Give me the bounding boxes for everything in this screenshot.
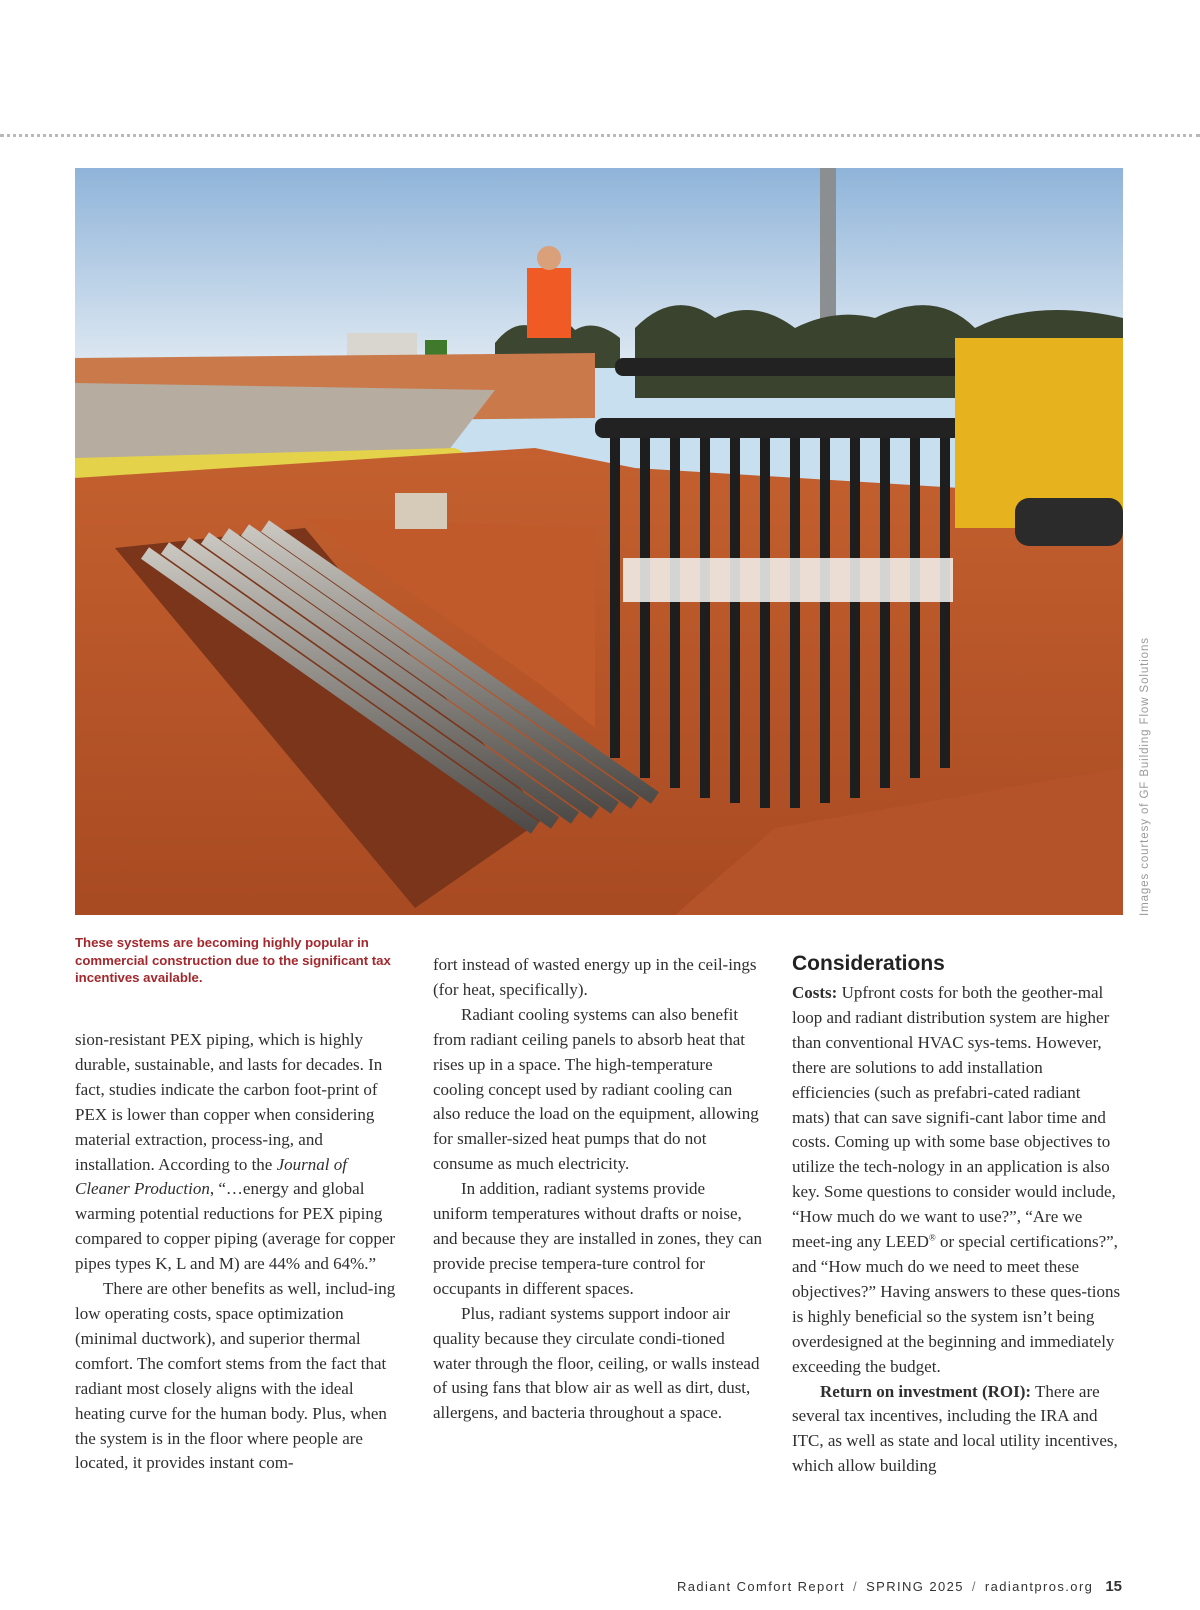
column-3 — [792, 951, 1122, 1479]
page-footer: Radiant Comfort Report / SPRING 2025 / radiantpros.org 15 — [676, 1578, 1122, 1595]
registered-mark: ® — [928, 1232, 936, 1243]
column-2-paragraph-4: Plus, radiant systems support indoor air quality because they circulate condi-tioned water through the floor, ceiling, or walls instead of using fans that blow air as well as dirt, dust, allergens, and bacteria throughout a space. — [433, 1303, 760, 1423]
page-number: 15 — [1105, 1578, 1122, 1595]
photo-caption: These systems are becoming highly popular in commercial construction due to the significant tax incentives available. — [75, 935, 391, 985]
construction-photo-illustration — [75, 168, 1123, 915]
footer-season: SPRING 2025 — [866, 1579, 964, 1594]
considerations-heading: Considerations — [792, 952, 945, 975]
footer-website[interactable]: radiantpros.org — [984, 1579, 1094, 1594]
column-2-paragraph-3: In addition, radiant systems provide uniform temperatures without drafts or noise, and because they are installed in zones, they can provide precise tempera-ture control for occupants in different spaces. — [433, 1179, 763, 1298]
column-1-paragraph-2: There are other benefits as well, includ-ing low operating costs, space optimization (minimal ductwork), and superior thermal comfort. The comfort stems from the fact that radiant most closely aligns with the ideal heating curve for the human body. Plus, when the system is in the floor where people are located, it provides instant com- — [75, 1279, 396, 1473]
column-2-paragraph-2: Radiant cooling systems can also benefit from radiant ceiling panels to absorb heat that rises up in a space. The high-temperature cooling concept used by radiant cooling can also reduce the load on the equipment, allowing for smaller-sized heat pumps that do not consume as much electricity. — [433, 1004, 759, 1174]
roi-paragraph: Return on investment (ROI): There are several tax incentives, including the IRA and ITC, as well as state and local utility incentives, which allow building — [792, 1381, 1118, 1476]
footer-publication: Radiant Comfort Report — [676, 1579, 846, 1594]
costs-paragraph: Costs: Upfront costs for both the geother-mal loop and radiant distribution system are higher than conventional HVAC sys-tems. However, there are solutions to add installation efficiencies (such as prefabri-cated radiant mats) that can save signifi-cant labor time and costs. Coming up with some base objectives to utilize the tech-nology in an application is also key. Some questions to consider would include, “How much do we want to use?”, “Are we meet-ing any LEED® or special certifications?”, and “How much do we need to meet these objectives?” Having answers to these ques-tions is highly beneficial so the system isn’t being overdesigned at the beginning and immediately exceeding the budget. — [792, 983, 1121, 1376]
top-dotted-rule — [0, 134, 1200, 137]
column-2 — [433, 953, 763, 1426]
journal-title: Journal of Cleaner Production — [75, 1154, 347, 1199]
column-1 — [75, 1028, 405, 1476]
column-1-paragraph-1: sion-resistant PEX piping, which is highly durable, sustainable, and lasts for decades. In fact, studies indicate the carbon foot-print of PEX is lower than copper when considering material extraction, process-ing, and installation. According to the Journal of Cleaner Production, “…energy and global warming potential reductions for PEX piping compared to copper piping (average for copper pipes types K, L and M) are 44% and 64%.” — [75, 1030, 396, 1274]
column-2-paragraph-1: fort instead of wasted energy up in the ceil-ings (for heat, specifically). — [433, 955, 757, 999]
construction-photo — [75, 168, 1123, 915]
photo-credit: Images courtesy of GF Building Flow Solutions — [1139, 637, 1151, 916]
